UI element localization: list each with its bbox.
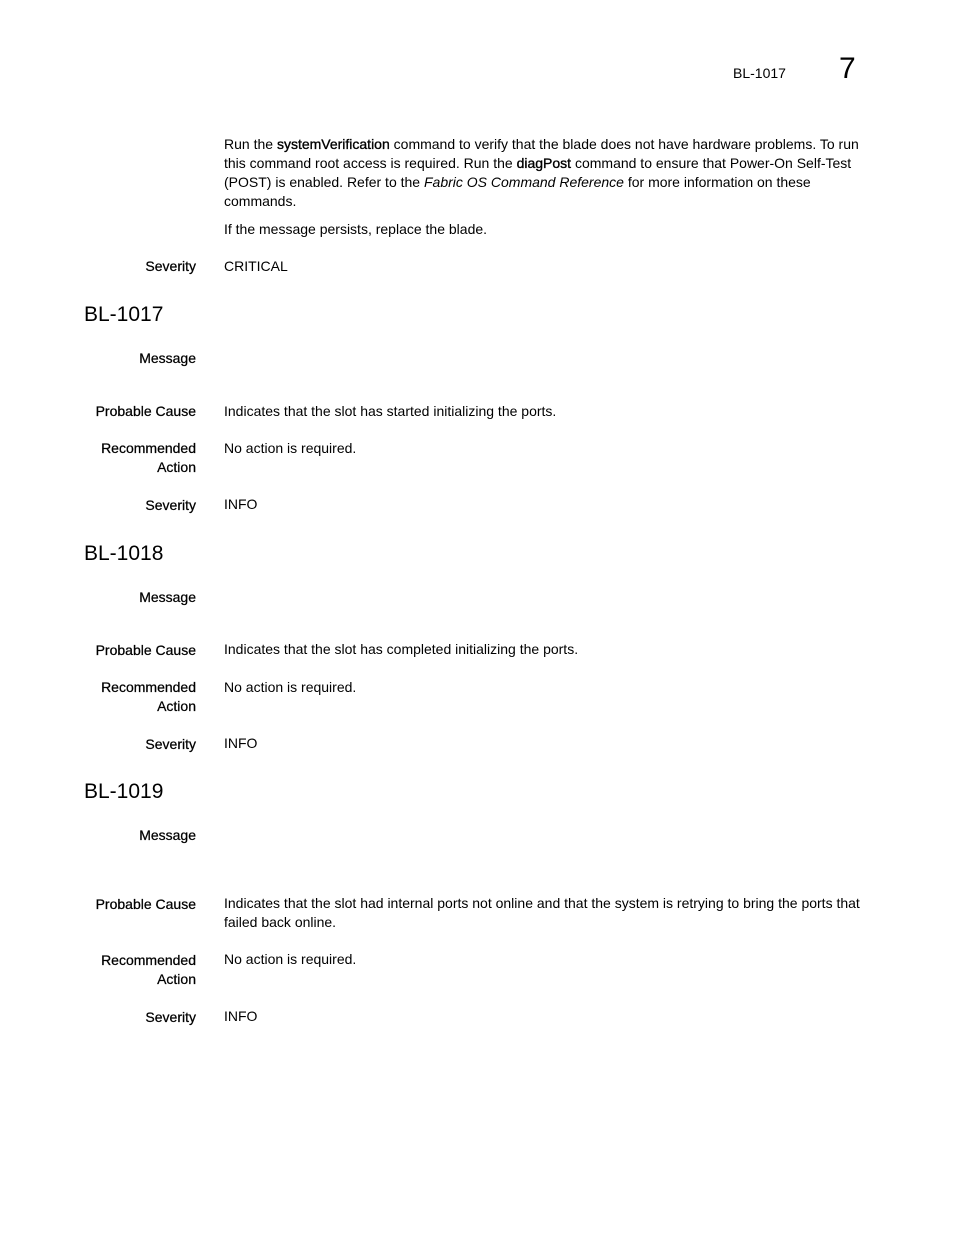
recommended-action-text: No action is required. [224, 440, 357, 456]
document-reference: Fabric OS Command Reference [423, 174, 624, 190]
message-label: Message [139, 589, 196, 605]
probable-cause-text: Indicates that the slot has completed initializing the ports. [224, 641, 579, 657]
label-line: Action [157, 971, 196, 987]
label-line: Recommended [101, 679, 196, 695]
label-line: Action [157, 698, 196, 714]
text-run: command to verify that the blade does not have hardware problems. To run this command root access is required. Run the [224, 136, 859, 171]
text-run: for more information on these commands. [224, 174, 811, 209]
section-heading: BL-1018 [84, 542, 164, 565]
recommended-action-label [66, 678, 196, 716]
section-heading: BL-1019 [84, 780, 164, 803]
recommended-action-label [66, 951, 196, 989]
probable-cause-label: Probable Cause [95, 403, 196, 419]
severity-label: Severity [145, 736, 196, 752]
action-paragraph [224, 135, 869, 211]
recommended-action-label [66, 439, 196, 477]
severity-label: Severity [145, 497, 196, 513]
label-line: Recommended [101, 952, 196, 968]
command-systemverification: systemVerification [276, 136, 390, 152]
severity-label: Severity [145, 258, 196, 274]
probable-cause-label: Probable Cause [95, 642, 196, 658]
recommended-action-text: No action is required. [224, 679, 357, 695]
label-line: Action [157, 459, 196, 475]
recommended-action-text [224, 135, 869, 239]
message-label: Message [139, 350, 196, 366]
section-heading: BL-1017 [84, 303, 164, 326]
severity-label: Severity [145, 1009, 196, 1025]
chapter-number: 7 [839, 52, 856, 85]
probable-cause-text: Indicates that the slot has started initializing the ports. [224, 403, 557, 419]
severity-value: INFO [224, 1008, 258, 1024]
text-run: command to ensure that Power-On Self-Test (POST) is enabled. Refer to the [224, 155, 852, 190]
recommended-action-text: No action is required. [224, 951, 357, 967]
label-line: Recommended [101, 440, 196, 456]
severity-value: INFO [224, 496, 258, 512]
command-diagpost: diagPost [516, 155, 572, 171]
probable-cause-label: Probable Cause [95, 896, 196, 912]
severity-value: CRITICAL [224, 258, 288, 274]
action-paragraph-2: If the message persists, replace the blade. [224, 221, 488, 237]
message-label: Message [139, 827, 196, 843]
severity-value: INFO [224, 735, 258, 751]
probable-cause-text: Indicates that the slot had internal ports not online and that the system is retrying to bring the ports that failed back online. [224, 895, 860, 930]
text-run: Run the [224, 136, 277, 152]
running-header-code: BL-1017 [733, 65, 786, 81]
